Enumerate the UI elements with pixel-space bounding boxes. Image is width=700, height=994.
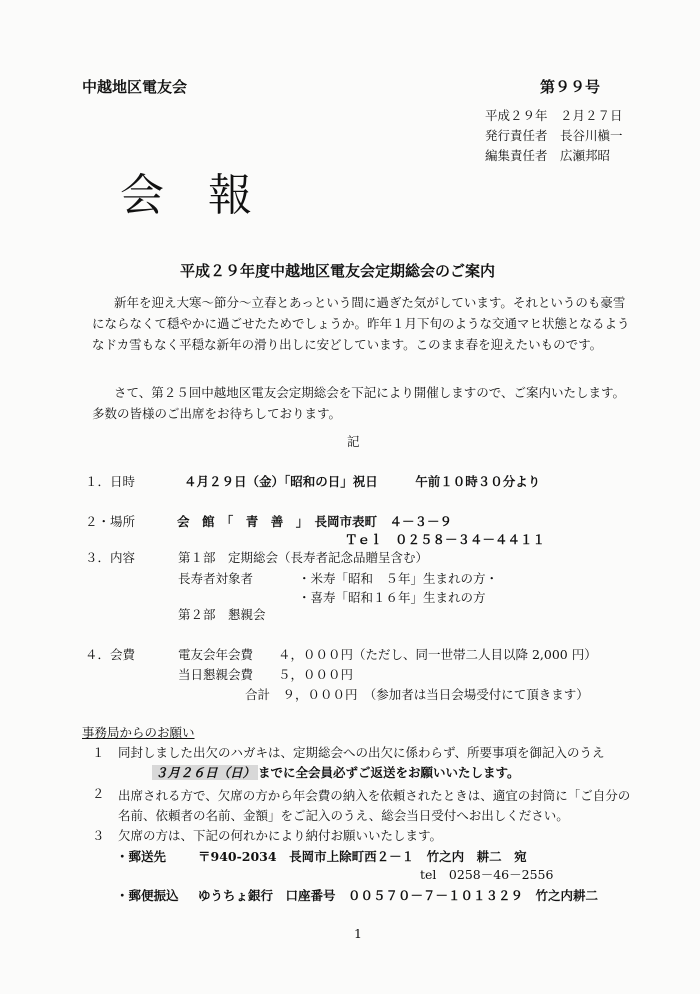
longevity-item: ・喜寿「昭和１６年」生まれの方 <box>298 590 486 605</box>
fee-annual: 電友会年会費 ４，０００円（ただし、同一世帯二人目以降 2,000 円） <box>178 647 597 662</box>
longevity-item: ・米寿「昭和 ５年」生まれの方・ <box>298 571 499 586</box>
mail-tel: tel 0258－46－2556 <box>420 867 554 882</box>
intro-paragraph: さて、第２５回中越地区電友会定期総会を下記により開催しますので、ご案内いたします。多数の皆様のご出席をお待ちしております。 <box>92 385 626 421</box>
announcement-title: 平成２９年度中越地区電友会定期総会のご案内 <box>180 262 496 280</box>
content-label: ３．内容 <box>85 550 136 565</box>
notice-number: ２ <box>92 786 105 801</box>
part1: 第１部 定期総会（長寿者記念品贈呈含む） <box>178 550 429 565</box>
issue-date: 平成２９年 ２月２７日 <box>485 108 623 123</box>
bank-label: ・郵便振込 <box>116 888 179 903</box>
place-value: 会 館 「 青 善 」 長岡市表町 ４－３－９ <box>177 514 453 529</box>
notice-number: １ <box>92 745 105 760</box>
mail-label: ・郵送先 <box>116 849 167 864</box>
mail-value: 〒940-2034 長岡市上除町西２－１ 竹之内 耕二 宛 <box>198 849 527 864</box>
longevity-label: 長寿者対象者 <box>178 571 254 586</box>
page-number: 1 <box>354 926 362 941</box>
notice-text: 同封しました出欠のハガキは、定期総会への出欠に係わらず、所要事項を御記入のうえ <box>118 745 605 760</box>
place-tel: Ｔｅｌ ０２５８－３４－４４１１ <box>345 532 546 547</box>
bank-value: ゆうちょ銀行 口座番号 ００５７０－７－１０１３２９ 竹之内耕二 <box>198 888 599 903</box>
fee-party: 当日懇親会費 ５，０００円 <box>178 667 354 682</box>
fee-label: ４．会費 <box>85 647 136 662</box>
deadline-date: ３月２６日（日） <box>152 765 258 780</box>
ki-mark: 記 <box>347 434 360 449</box>
intro-paragraph: 新年を迎え大寒～節分～立春とあっという間に過ぎた気がしています。それというのも豪雪にならなくて穏やかに過ごせたためでしょうか。昨年１月下旬のような交通マヒ状態となるようなドカ雪もなく平穏な新年の滑り出しに安どしています。このまま春を迎えたいものです。 <box>92 295 630 352</box>
notice-text: 出席される方で、欠席の方から年会費の納入を依頼されたときは、適宜の封筒に「ご自分の名前、依頼者の名前、金額」をご記入のうえ、総会当日受付へお出しください。 <box>118 788 631 823</box>
issue-number: 第９９号 <box>540 78 601 96</box>
notice-number: ３ <box>92 828 105 843</box>
editor: 編集責任者 広瀬邦昭 <box>485 148 611 163</box>
date-value: ４月２９日（金）「昭和の日」祝日 午前１０時３０分より <box>184 474 541 489</box>
organization-name: 中越地区電友会 <box>82 78 188 96</box>
notice-text: 欠席の方は、下記の何れかにより納付お願いいたします。 <box>118 828 443 843</box>
notice-text: までに全会員必ずご返送をお願いいたします。 <box>258 765 520 780</box>
date-label: １．日時 <box>85 474 136 489</box>
place-label: ２・場所 <box>85 514 136 529</box>
masthead-title: 会 報 <box>120 170 252 221</box>
part2: 第２部 懇親会 <box>178 607 266 622</box>
notice-heading: 事務局からのお願い <box>82 725 195 740</box>
notice-deadline-line <box>152 765 520 780</box>
fee-total: 合計 ９，０００円 （参加者は当日会場受付にて頂きます） <box>245 687 589 702</box>
publisher: 発行責任者 長谷川槇一 <box>485 128 623 143</box>
